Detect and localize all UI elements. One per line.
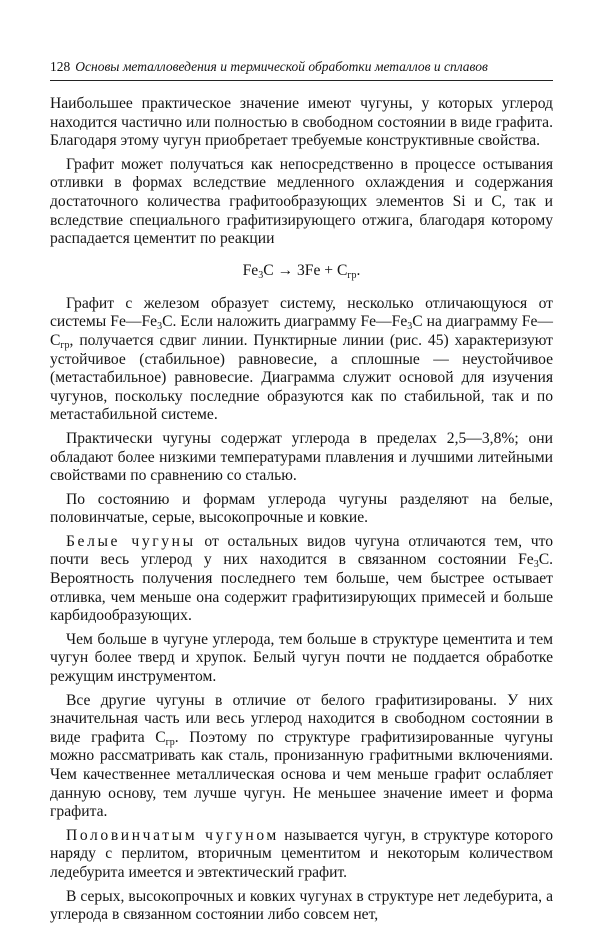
paragraph-9 [50, 827, 553, 883]
paragraph-3-sub-1: 3 [157, 321, 163, 333]
paragraph-3-text-2: C. Если наложить диаграмму Fe—Fe [162, 313, 408, 331]
formula-part-c: . [356, 261, 361, 279]
paragraph-8-text-2: . Поэтому по структуре графитизированные чугуны можно рассматривать как сталь, пронизанную графитными включениями. Чем качественнее металлическая основа и чем меньше графит ослабляет данную основу, тем лучше чугун. Не меньшее значение имеет и форма графита. [50, 728, 553, 821]
running-title: Основы металловедения и термической обработки металлов и сплавов [75, 59, 488, 74]
paragraph-3 [50, 295, 553, 425]
book-page [50, 58, 553, 930]
paragraph-3-text-1: Графит с железом образует систему, несколько отличающуюся от системы Fe—Fe [50, 294, 553, 331]
formula-part-b: C → 3Fe + C [263, 261, 348, 279]
paragraph-2: Графит может получаться как непосредственно в процессе остывания отливки в формах вследствие медленного охлаждения и содержания достаточного количества графитообразующих элементов Si и C, так и вследствие специального графитизирующего отжига, благодаря которому распадается цементит по реакции [50, 155, 553, 248]
paragraph-6-sub-1: 3 [533, 559, 539, 571]
paragraph-1: Наибольшее практическое значение имеют чугуны, у которых углерод находится частично или полностью в свободном состоянии в виде графита. Благодаря этому чугун приобретает требуемые конструктивные свойства. [50, 95, 553, 150]
term-white-cast-iron: Белые чугуны [66, 532, 196, 550]
term-mottled-cast-iron: Половинчатым чугуном [66, 826, 279, 844]
reaction-formula [50, 261, 553, 281]
paragraph-8-sub-1: гр [165, 736, 175, 748]
paragraph-8 [50, 692, 553, 822]
paragraph-3-sub-3: гр [60, 339, 70, 351]
paragraph-7: Чем больше в чугуне углерода, тем больше в структуре цементита и тем чугун более тверд и хрупок. Белый чугун почти не поддается обработке режущим инструментом. [50, 630, 553, 686]
paragraph-3-text-4: , получается сдвиг линии. Пунктирные линии (рис. 45) характеризуют устойчивое (стабильное) равновесие, а сплошные — неустойчивое (метастабильное) равновесие. Диаграмма служит основой для изучения чугунов, поскольку последние образуются как по стабильной, так и по метастабильной системе. [50, 331, 553, 424]
page-body [50, 95, 553, 925]
paragraph-6 [50, 533, 553, 626]
paragraph-3-sub-2: 3 [407, 321, 413, 333]
page-header [50, 58, 553, 81]
paragraph-9-text-1: называется чугун, в структуре которого наряду с перлитом, вторичным цементитом и некоторым количеством ледебурита имеется и эвтектический графит. [50, 826, 553, 881]
paragraph-3-text-3: C на диаграмму Fe—C [50, 313, 553, 349]
page-number: 128 [50, 59, 71, 74]
paragraph-8-text-1: Все другие чугуны в отличие от белого графитизированы. У них значительная часть или весь углерод находится в свободном состоянии в виде графита C [50, 691, 553, 746]
formula-subscript-a: 3 [258, 269, 264, 281]
formula-subscript-b: гр [347, 269, 357, 281]
paragraph-6-text-2: C. Вероятность получения последнего тем больше, чем быстрее остывает отливка, чем меньше она содержит графитизирующих примесей и больше карбидообразующих. [50, 551, 553, 625]
formula-part-a: Fe [242, 261, 259, 279]
paragraph-6-text-1: от остальных видов чугуна отличаются тем, что почти весь углерод у них находится в связанном состоянии Fe [50, 532, 554, 569]
paragraph-10: В серых, высокопрочных и ковких чугунах в структуре нет ледебурита, а углерода в связанном состоянии либо совсем нет, [50, 887, 553, 924]
paragraph-4: Практически чугуны содержат углерода в пределах 2,5—3,8%; они обладают более низкими температурами плавления и лучшими литейными свойствами по сравнению со сталью. [50, 429, 553, 485]
paragraph-5: По состоянию и формам углерода чугуны разделяют на белые, половинчатые, серые, высокопрочные и ковкие. [50, 490, 553, 527]
